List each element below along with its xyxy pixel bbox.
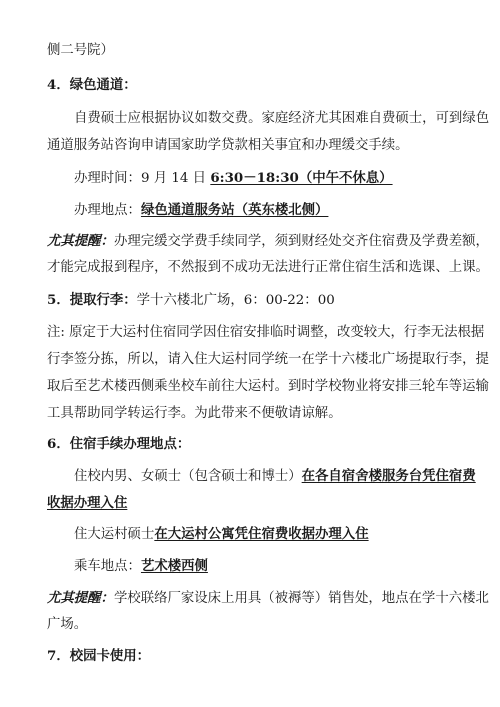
section-6-note-cont: 广场。 bbox=[47, 617, 88, 632]
section-4-time: 办理时间：9 月 14 日 6:30－18:30（中午不休息） bbox=[74, 170, 393, 186]
section-5-note-line1: 注: 原定于大运村住宿同学因住宿安排临时调整，改变较大，行李无法根据 bbox=[47, 325, 485, 340]
section-7-heading: 7．校园卡使用： bbox=[47, 648, 151, 664]
section-6-note: 尤其提醒：学校联络厂家设床上用具（被褥等）销售处，地点在学十六楼北 bbox=[47, 590, 489, 606]
section-4-note: 尤其提醒：办理完缓交学费手续同学，须到财经处交齐住宿费及学费差额， bbox=[47, 233, 489, 249]
section-6-line1: 住校内男、女硕士（包含硕士和博士）在各自宿舍楼服务台凭住宿费 bbox=[74, 468, 476, 484]
section-4-paragraph: 自费硕士应根据协议如数交费。家庭经济尤其困难自费硕士，可到绿色 bbox=[74, 111, 490, 126]
section-4-place: 办理地点：绿色通道服务站（英东楼北侧） bbox=[74, 202, 329, 218]
section-6-line1-cont: 收据办理入住 bbox=[47, 495, 128, 511]
section-5-note-line4: 工具帮助同学转运行李。为此带来不便敬请谅解。 bbox=[47, 406, 342, 421]
continued-line: 侧二号院） bbox=[47, 43, 114, 58]
section-5-note-line3: 取后至艺术楼西侧乘坐校车前往大运村。到时学校物业将安排三轮车等运输 bbox=[47, 379, 489, 394]
section-4-note-cont: 才能完成报到程序，不然报到不成功无法进行正常住宿生活和选课、上课。 bbox=[47, 260, 489, 275]
section-6-line2: 住大运村硕士在大运村公寓凭住宿费收据办理入住 bbox=[74, 526, 369, 542]
section-6-heading: 6．住宿手续办理地点： bbox=[47, 436, 191, 452]
section-4-paragraph-cont: 通道服务站咨询申请国家助学贷款相关事宜和办理缓交手续。 bbox=[47, 138, 409, 153]
section-5-note-line2: 行李签分拣，所以，请入住大运村同学统一在学十六楼北广场提取行李，提 bbox=[47, 352, 489, 367]
section-4-heading: 4．绿色通道： bbox=[47, 77, 137, 93]
section-6-bus: 乘车地点：艺术楼西侧 bbox=[74, 558, 208, 574]
section-5-heading: 5．提取行李：学十六楼北广场，6：00-22：00 bbox=[47, 292, 335, 308]
